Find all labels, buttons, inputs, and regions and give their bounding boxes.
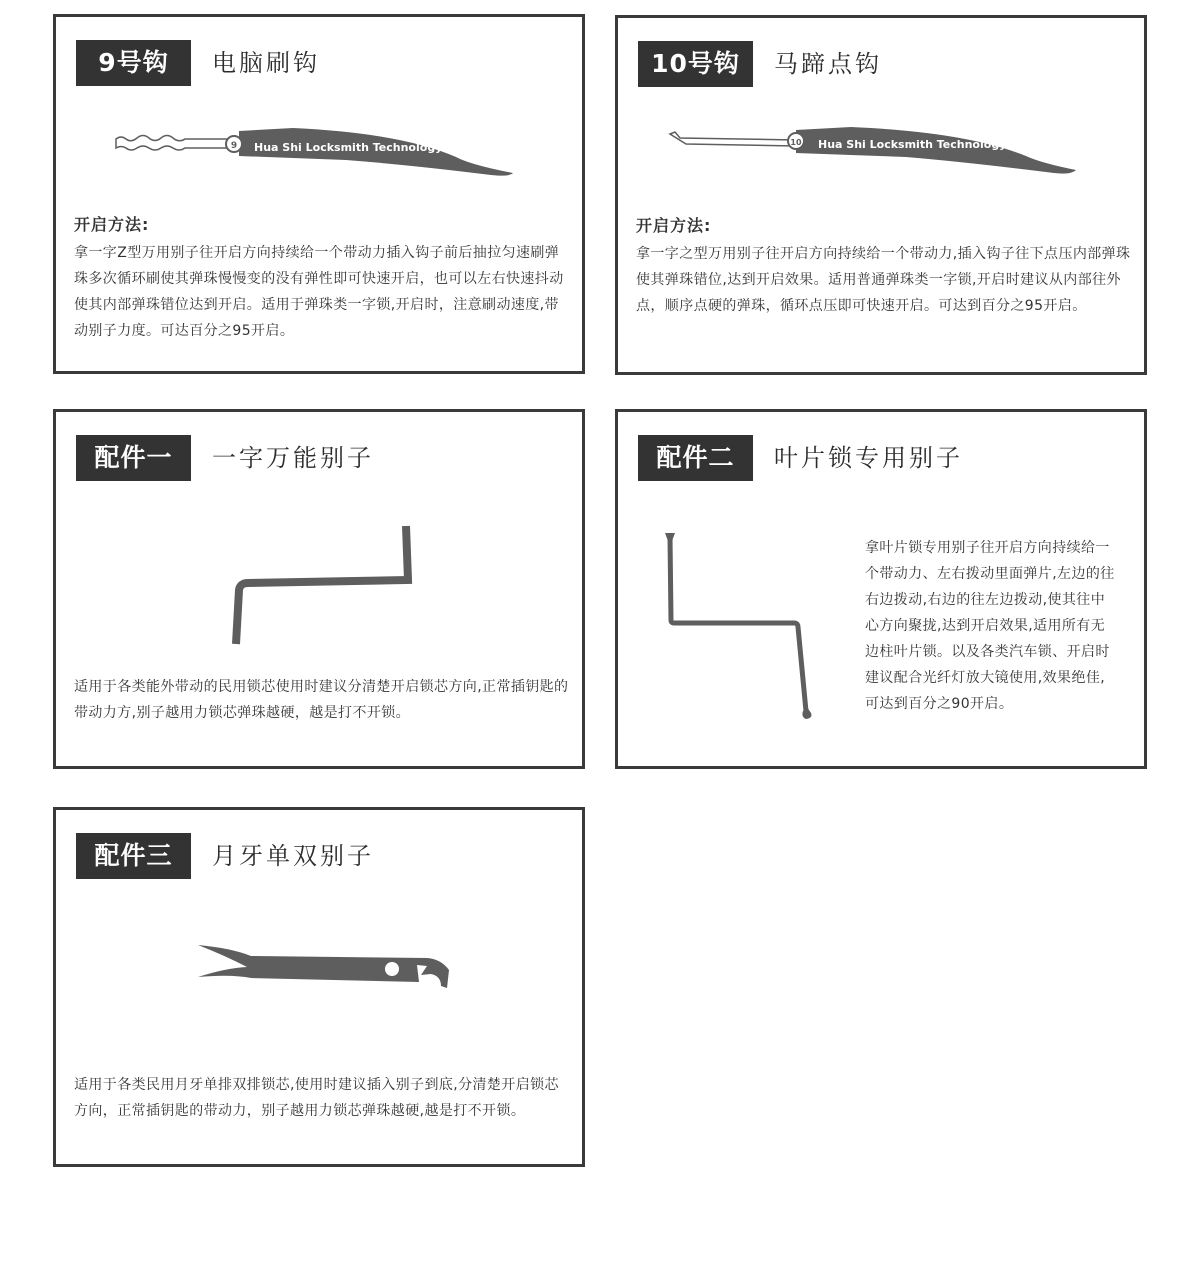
- brand-text: Hua Shi Locksmith Technology: [254, 141, 443, 154]
- card-title: 电脑刷钩: [212, 49, 320, 77]
- tool-hole: [385, 962, 399, 976]
- card-title: 马蹄点钩: [774, 50, 882, 78]
- method-title: 开启方法:: [74, 215, 150, 234]
- hook-pick-illustration: [666, 118, 1086, 183]
- method-title: 开启方法:: [636, 216, 712, 235]
- card-tag: 配件一: [76, 435, 191, 481]
- rake-hook-illustration: [111, 117, 521, 182]
- card-tag: 9号钩: [76, 40, 191, 86]
- card-tag: 配件二: [638, 435, 753, 481]
- card-accessory-2: [615, 409, 1147, 769]
- card-hook-9: [53, 14, 585, 374]
- card-title: 叶片锁专用别子: [774, 444, 963, 472]
- badge-number: 9: [230, 141, 238, 151]
- brand-text: Hua Shi Locksmith Technology: [818, 138, 1007, 151]
- z-tension-wrench-illustration: [228, 522, 418, 652]
- card-title: 月牙单双别子: [212, 842, 374, 870]
- card-description: 拿一字Z型万用别子往开启方向持续给一个带动力插入钩子前后抽拉匀速刷弹珠多次循环刷使其弹珠慢慢变的没有弹性即可快速开启，也可以左右快速抖动使其内部弹珠错位达到开启。适用于弹珠类一字锁,开启时，注意刷动速度,带动别子力度。可达百分之95开启。: [74, 245, 564, 339]
- card-description: 适用于各类民用月牙单排双排锁芯,使用时建议插入别子到底,分清楚开启锁芯方向，正常插钥匙的带动力，别子越用力锁芯弹珠越硬,越是打不开锁。: [74, 1077, 559, 1119]
- card-description: 拿一字之型万用别子往开启方向持续给一个带动力,插入钩子往下点压内部弹珠使其弹珠错位,达到开启效果。适用普通弹珠类一字锁,开启时建议从内部往外点，顺序点硬的弹珠，循环点压即可快速开启。可达到百分之95开启。: [636, 246, 1131, 314]
- card-hook-10: [615, 15, 1147, 375]
- wafer-tension-wrench-illustration: [658, 527, 828, 727]
- card-title: 一字万能别子: [212, 444, 374, 472]
- card-description: 适用于各类能外带动的民用锁芯使用时建议分清楚开启锁芯方向,正常插钥匙的带动力方,别子越用力锁芯弹珠越硬，越是打不开锁。: [74, 679, 569, 721]
- crescent-tension-wrench-illustration: [191, 940, 451, 995]
- card-tag: 配件三: [76, 833, 191, 879]
- badge-number: 10: [790, 138, 802, 147]
- card-tag: 10号钩: [638, 41, 753, 87]
- card-accessory-3: [53, 807, 585, 1167]
- card-accessory-1: [53, 409, 585, 769]
- card-description: 拿叶片锁专用别子往开启方向持续给一个带动力、左右拨动里面弹片,左边的往右边拨动,右边的往左边拨动,使其往中心方向聚拢,达到开启效果,适用所有无边柱叶片锁。以及各类汽车锁、开启时建议配合光纤灯放大镜使用,效果绝佳,可达到百分之90开启。: [865, 540, 1115, 712]
